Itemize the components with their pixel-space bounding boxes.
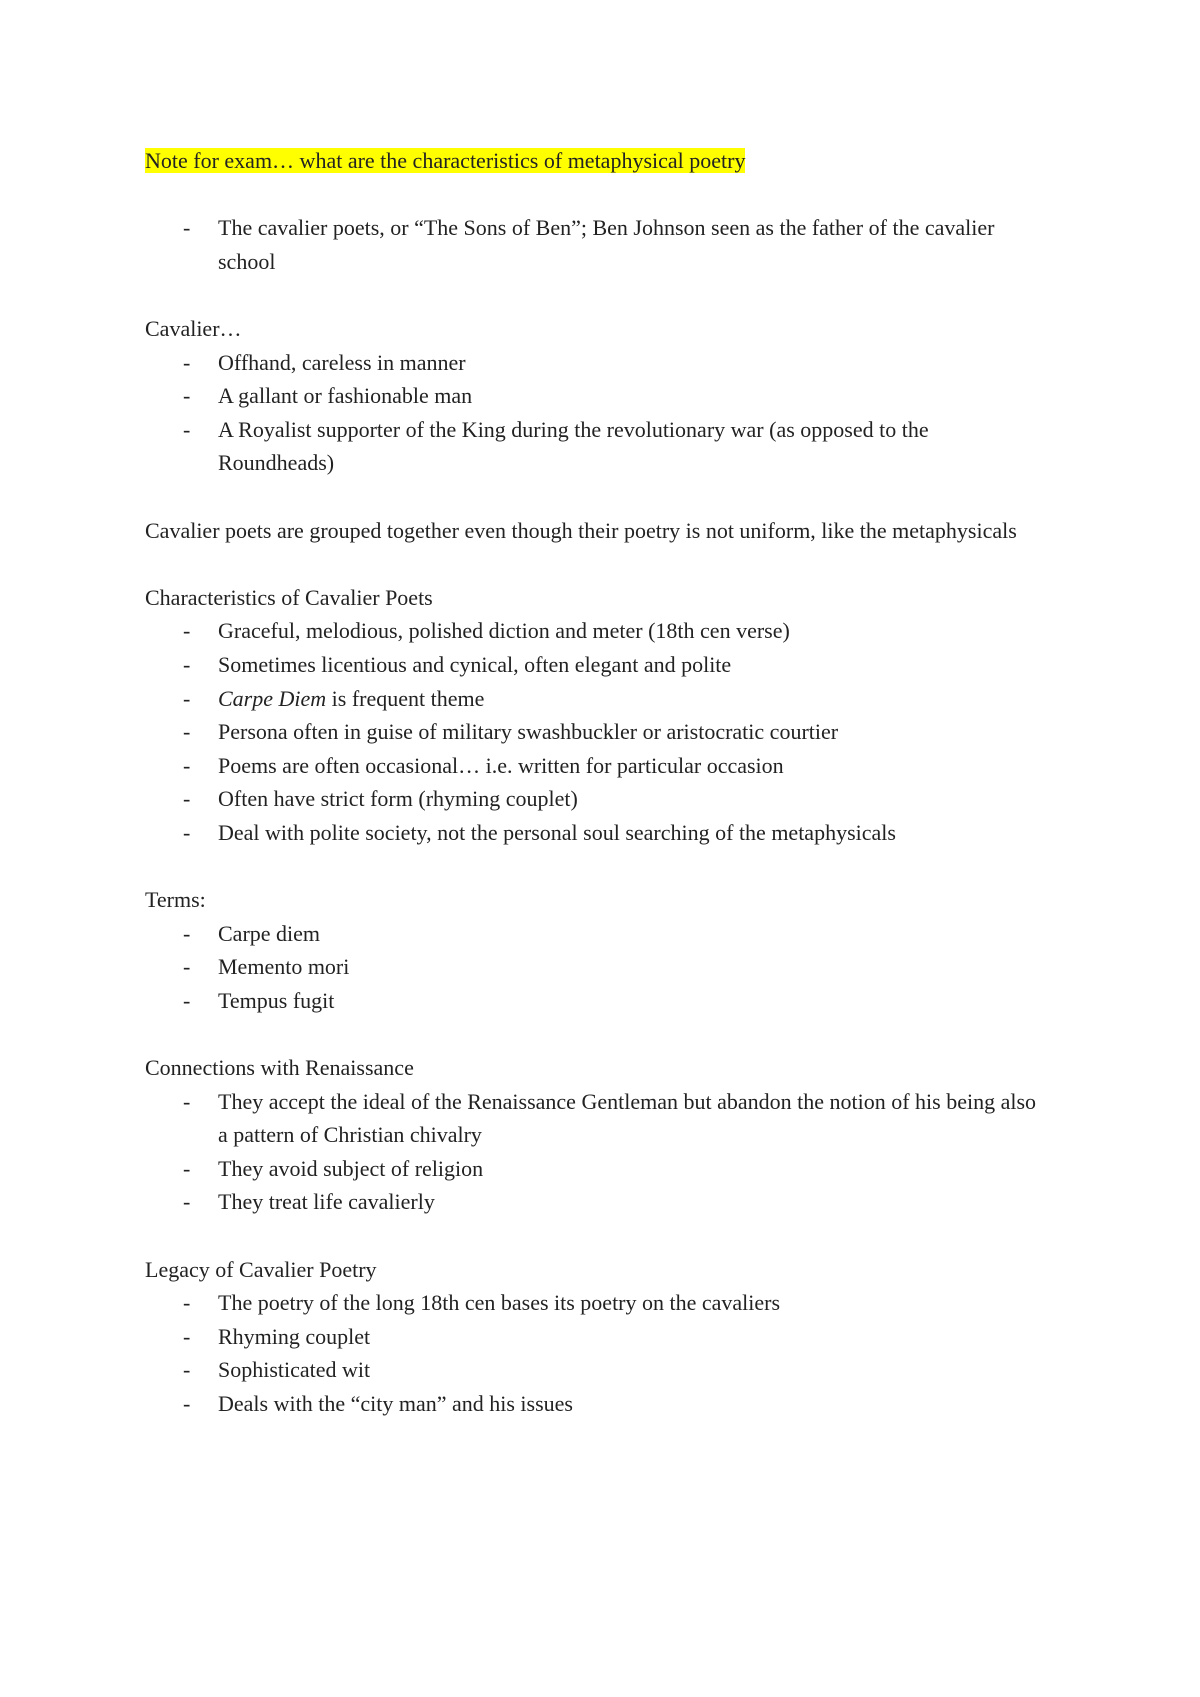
list-item [145,749,1045,783]
list-item-text: The poetry of the long 18th cen bases its poetry on the cavaliers [218,1290,781,1316]
list-item [145,682,1045,716]
terms-heading: Terms: [145,887,206,913]
list-item [145,816,1045,850]
list-item-text: Offhand, careless in manner [218,349,466,375]
dash-bullet: - [183,1357,191,1383]
list-item [145,413,1045,480]
exam-note-highlight: Note for exam… what are the characteristics of metaphysical poetry [145,148,746,173]
legacy-list [145,1286,1045,1420]
list-item [145,950,1045,984]
terms-list [145,917,1045,1018]
list-item-text: Memento mori [218,954,350,980]
dash-bullet: - [183,416,191,442]
dash-bullet: - [183,1189,191,1215]
renaissance-list [145,1085,1045,1219]
dash-bullet: - [183,215,191,241]
spacer [145,1017,1045,1051]
list-item-text: Persona often in guise of military swashbuckler or aristocratic courtier [218,719,839,745]
list-item-text: Graceful, melodious, polished diction and meter (18th cen verse) [218,618,790,644]
spacer [145,480,1045,514]
list-item [145,715,1045,749]
list-item [145,614,1045,648]
list-item-text: Carpe diem [218,920,321,946]
carpe-diem-italic: Carpe Diem [218,685,327,711]
exam-note [145,144,1045,178]
list-item-text: A Royalist supporter of the King during the revolutionary war (as opposed to the Roundheads) [218,416,929,476]
intro-list [145,211,1045,278]
spacer [145,849,1045,883]
list-item [145,984,1045,1018]
grouped-paragraph: Cavalier poets are grouped together even though their poetry is not uniform, like the metaphysicals [145,517,1017,543]
list-item-text: Poems are often occasional… i.e. written for particular occasion [218,752,784,778]
list-item [145,648,1045,682]
dash-bullet: - [183,987,191,1013]
dash-bullet: - [183,1088,191,1114]
list-item-text: They avoid subject of religion [218,1155,484,1181]
cavalier-heading: Cavalier… [145,315,242,341]
dash-bullet: - [183,786,191,812]
renaissance-heading: Connections with Renaissance [145,1055,414,1081]
list-item [145,379,1045,413]
cavalier-list [145,346,1045,480]
spacer [145,278,1045,312]
dash-bullet: - [183,1390,191,1416]
dash-bullet: - [183,685,191,711]
dash-bullet: - [183,651,191,677]
dash-bullet: - [183,1323,191,1349]
dash-bullet: - [183,954,191,980]
dash-bullet: - [183,1155,191,1181]
list-item-text: Sometimes licentious and cynical, often elegant and polite [218,651,732,677]
list-item [145,782,1045,816]
list-item-text: They accept the ideal of the Renaissance Gentleman but abandon the notion of his being also a pattern of Christian chivalry [218,1088,1037,1148]
characteristics-list [145,614,1045,849]
list-item-text: Often have strict form (rhyming couplet) [218,786,578,812]
spacer [145,547,1045,581]
list-item-text: Deal with polite society, not the personal soul searching of the metaphysicals [218,819,896,845]
dash-bullet: - [183,349,191,375]
dash-bullet: - [183,618,191,644]
list-item-text: Sophisticated wit [218,1357,371,1383]
list-item-text: is frequent theme [326,685,485,711]
list-item-text: Rhyming couplet [218,1323,371,1349]
list-item [145,1152,1045,1186]
list-item [145,346,1045,380]
legacy-heading: Legacy of Cavalier Poetry [145,1256,377,1282]
list-item [145,1387,1045,1421]
spacer [145,178,1045,212]
dash-bullet: - [183,752,191,778]
list-item-text: Deals with the “city man” and his issues [218,1390,573,1416]
list-item-text: Tempus fugit [218,987,335,1013]
list-item-text: The cavalier poets, or “The Sons of Ben”; Ben Johnson seen as the father of the cavalier school [218,215,995,274]
list-item-text: They treat life cavalierly [218,1189,435,1215]
list-item [145,211,1045,278]
list-item [145,1353,1045,1387]
list-item [145,1286,1045,1320]
list-item [145,1185,1045,1219]
dash-bullet: - [183,719,191,745]
document-body [145,144,1045,1421]
dash-bullet: - [183,819,191,845]
list-item-text: A gallant or fashionable man [218,383,473,409]
spacer [145,1219,1045,1253]
dash-bullet: - [183,1290,191,1316]
dash-bullet: - [183,920,191,946]
dash-bullet: - [183,383,191,409]
list-item [145,1085,1045,1152]
list-item [145,917,1045,951]
list-item [145,1320,1045,1354]
characteristics-heading: Characteristics of Cavalier Poets [145,584,433,610]
